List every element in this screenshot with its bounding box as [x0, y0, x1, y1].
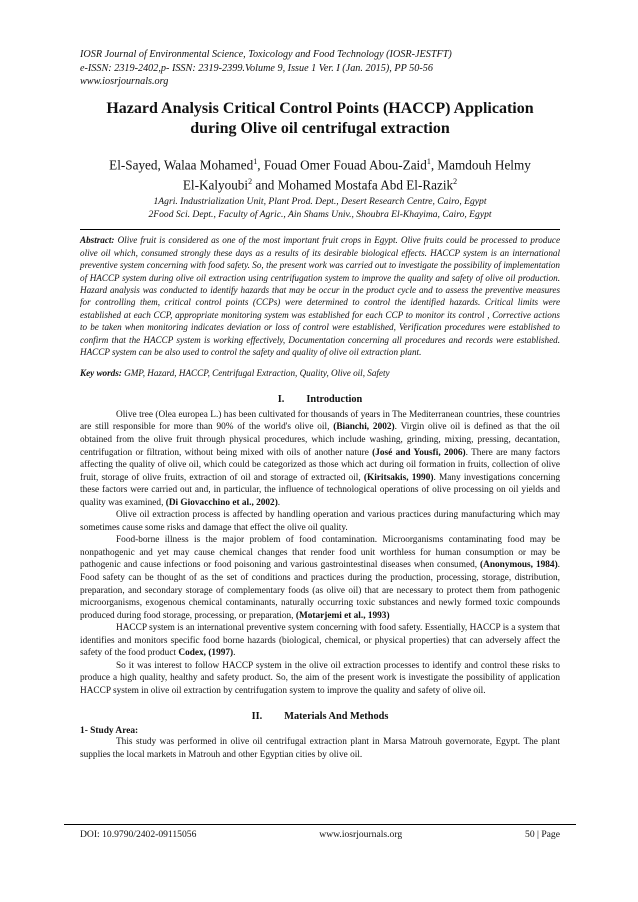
author-3-cont: El-Kalyoubi [182, 177, 249, 193]
intro-paragraph-5: So it was interest to follow HACCP system in the olive oil extraction processes to identify and control these risks to produce a high quality, healthy and safety product. So, the aim of the present work is investigate the possibility of application HACCP system in olive oil extraction by centrifugation system to improve the quality and safety of olive oil. [80, 660, 560, 696]
citation: Codex, (1997) [178, 648, 234, 659]
keywords-text: GMP, Hazard, HACCP, Centrifugal Extraction, Quality, Olive oil, Safety [124, 368, 390, 379]
paper-page [80, 48, 560, 762]
section-number: II. [251, 711, 263, 723]
abstract-label: Abstract: [80, 235, 115, 246]
author-1: El-Sayed, Walaa Mohamed [109, 156, 254, 172]
author-list [80, 153, 560, 194]
title-line-1: Hazard Analysis Critical Control Points (HACCP) Application [106, 99, 534, 117]
citation: (Motarjemi et al., 1993) [295, 610, 390, 621]
footer-divider [64, 824, 576, 825]
author-3-affil: 2 [248, 176, 253, 186]
intro-paragraph-3: Food-borne illness is the major problem of food contamination. Microorganisms contaminating food may be nonpathogenic and yet may cause chemical changes that render food unit worthless for human consumption or may be pathogenic and cause infections or food poisoning and various gastrointestinal diseases when consumed, (Anonymous, 1984). Food safety can be thought of as the set of conditions and practices during the production, processing, storage, distribution, preparation, and secondary storage of complementary foods (as olive oil) that are necessary to protect them from pathogenic microorganisms, exogenous chemical contaminants, naturally occurring toxic substances and newly formed toxic compounds produced during food storage, processing, or preparation, (Motarjemi et al., 1993) [80, 535, 560, 621]
journal-issn: e-ISSN: 2319-2402,p- ISSN: 2319-2399.Volume 9, Issue 1 Ver. I (Jan. 2015), PP 50-56 [80, 62, 433, 74]
author-4: and Mohamed Mostafa Abd El-Razik [252, 177, 454, 193]
keywords-label: Key words: [80, 368, 122, 379]
intro-paragraph-2: Olive oil extraction process is affected by handling operation and various practices during manufacturing which may sometimes cause some risks and damage that effect the olive oil quality. [80, 510, 560, 533]
citation: (Bianchi, 2002) [333, 422, 395, 433]
section-heading-introduction [80, 394, 560, 405]
citation: (Di Giovacchino et al., 2002) [165, 497, 278, 508]
journal-name: IOSR Journal of Environmental Science, Toxicology and Food Technology (IOSR-JESTFT) [80, 49, 452, 60]
citation: (Kiritsakis, 1990) [363, 472, 434, 483]
abstract-divider [80, 229, 560, 230]
author-1-affil: 1 [253, 156, 258, 166]
keywords [80, 367, 560, 379]
title-line-2: during Olive oil centrifugal extraction [190, 119, 450, 137]
citation: (Anonymous, 1984) [480, 560, 558, 571]
abstract [80, 234, 560, 358]
methods-paragraph-1: This study was performed in olive oil centrifugal extraction plant in Marsa Matrouh governorate, Egypt. The plant supplies the local markets in Matrouh and other Egyptian cities by olive oil. [80, 737, 560, 761]
section-title: Materials And Methods [284, 711, 389, 723]
intro-paragraph-1: Olive tree (Olea europea L.) has been cultivated for thousands of years in The Mediterranean countries, these countries are still responsible for more than 90% of the world's olive oil, (Bianchi, 2002). Virgin olive oil is defined as that the oil obtained from the olive fruit through physical procedures, which include washing, grinding, mixing, pressing, decantation, centrifugation or filtration, without being mixed with oils of another nature (José and Yousfi, 2006). There are many factors affecting the quality of olive oil, which could be categorized as those which act during oil formation in fruits, collection of olive fruit, storage of olive fruits, extraction of oil and storage of extracted oil, (Kiritsakis, 1990). Many investigations concerning these factors were carried out and, in particular, the influence of technological operations of olive processing on oil yields and quality was examined, (Di Giovacchino et al., 2002). [80, 409, 560, 508]
abstract-text: Olive fruit is considered as one of the most important fruit crops in Egypt. Olive fruits could be processed to produce olive oil which, consumed strongly these days as a results of its desirable biological effects. HACCP system is an international preventive system concerning with food safety. So, the present work was carried out to investigate the possibility of implementation of HACCP system during olive oil extraction using centrifugation system to improve the quality and safety of olive oil production. Hazard analysis was conducted to identify hazards that may be occur in the product cycle and to assess the preventive measures for controlling them, critical control points (CCPs) were determined to control the identified hazards. Critical limits were established at each CCP, appropriate monitoring system was established for each CCP to monitor its control , Corrective actions to be taken when monitoring indicates deviation or loss of control were established, Verification procedures were established to confirm that the HACCP system is working effectively, Documentation concerning all procedures and records were established. HACCP system can be also used to control the safety and quality of olive oil extraction plant. [80, 235, 560, 357]
page-footer [80, 829, 560, 840]
footer-page-number: 50 | Page [525, 829, 560, 840]
affiliation-2: 2Food Sci. Dept., Faculty of Agric., Ain Shams Univ., Shoubra El-Khayima, Cairo, Egypt [148, 209, 492, 221]
citation: (José and Yousfi, 2006) [372, 447, 466, 458]
author-2-affil: 1 [426, 156, 431, 166]
affiliation-1: 1Agri. Industrialization Unit, Plant Prod. Dept., Desert Research Centre, Cairo, Egypt [153, 196, 487, 208]
section-number: I. [277, 393, 285, 405]
section-title: Introduction [306, 393, 363, 405]
journal-header [80, 48, 560, 89]
footer-doi[interactable]: DOI: 10.9790/2402-09115056 [80, 829, 197, 840]
affiliations [80, 195, 560, 221]
paper-title [80, 99, 560, 139]
footer-url[interactable]: www.iosrjournals.org [319, 829, 403, 840]
author-3: , Mamdouh Helmy [430, 156, 531, 172]
journal-url[interactable]: www.iosrjournals.org [80, 76, 169, 87]
section-heading-methods [80, 711, 560, 722]
subsection-heading: 1- Study Area: [80, 726, 139, 737]
author-4-affil: 2 [453, 176, 458, 186]
author-2: , Fouad Omer Fouad Abou-Zaid [257, 156, 427, 172]
intro-paragraph-4: HACCP system is an international preventive system concerning with food safety. Essentially, HACCP is a system that identifies and monitors specific food borne hazards (biological, chemical, or physical properties) that can adversely affect the safety of the food product Codex, (1997). [80, 623, 560, 659]
